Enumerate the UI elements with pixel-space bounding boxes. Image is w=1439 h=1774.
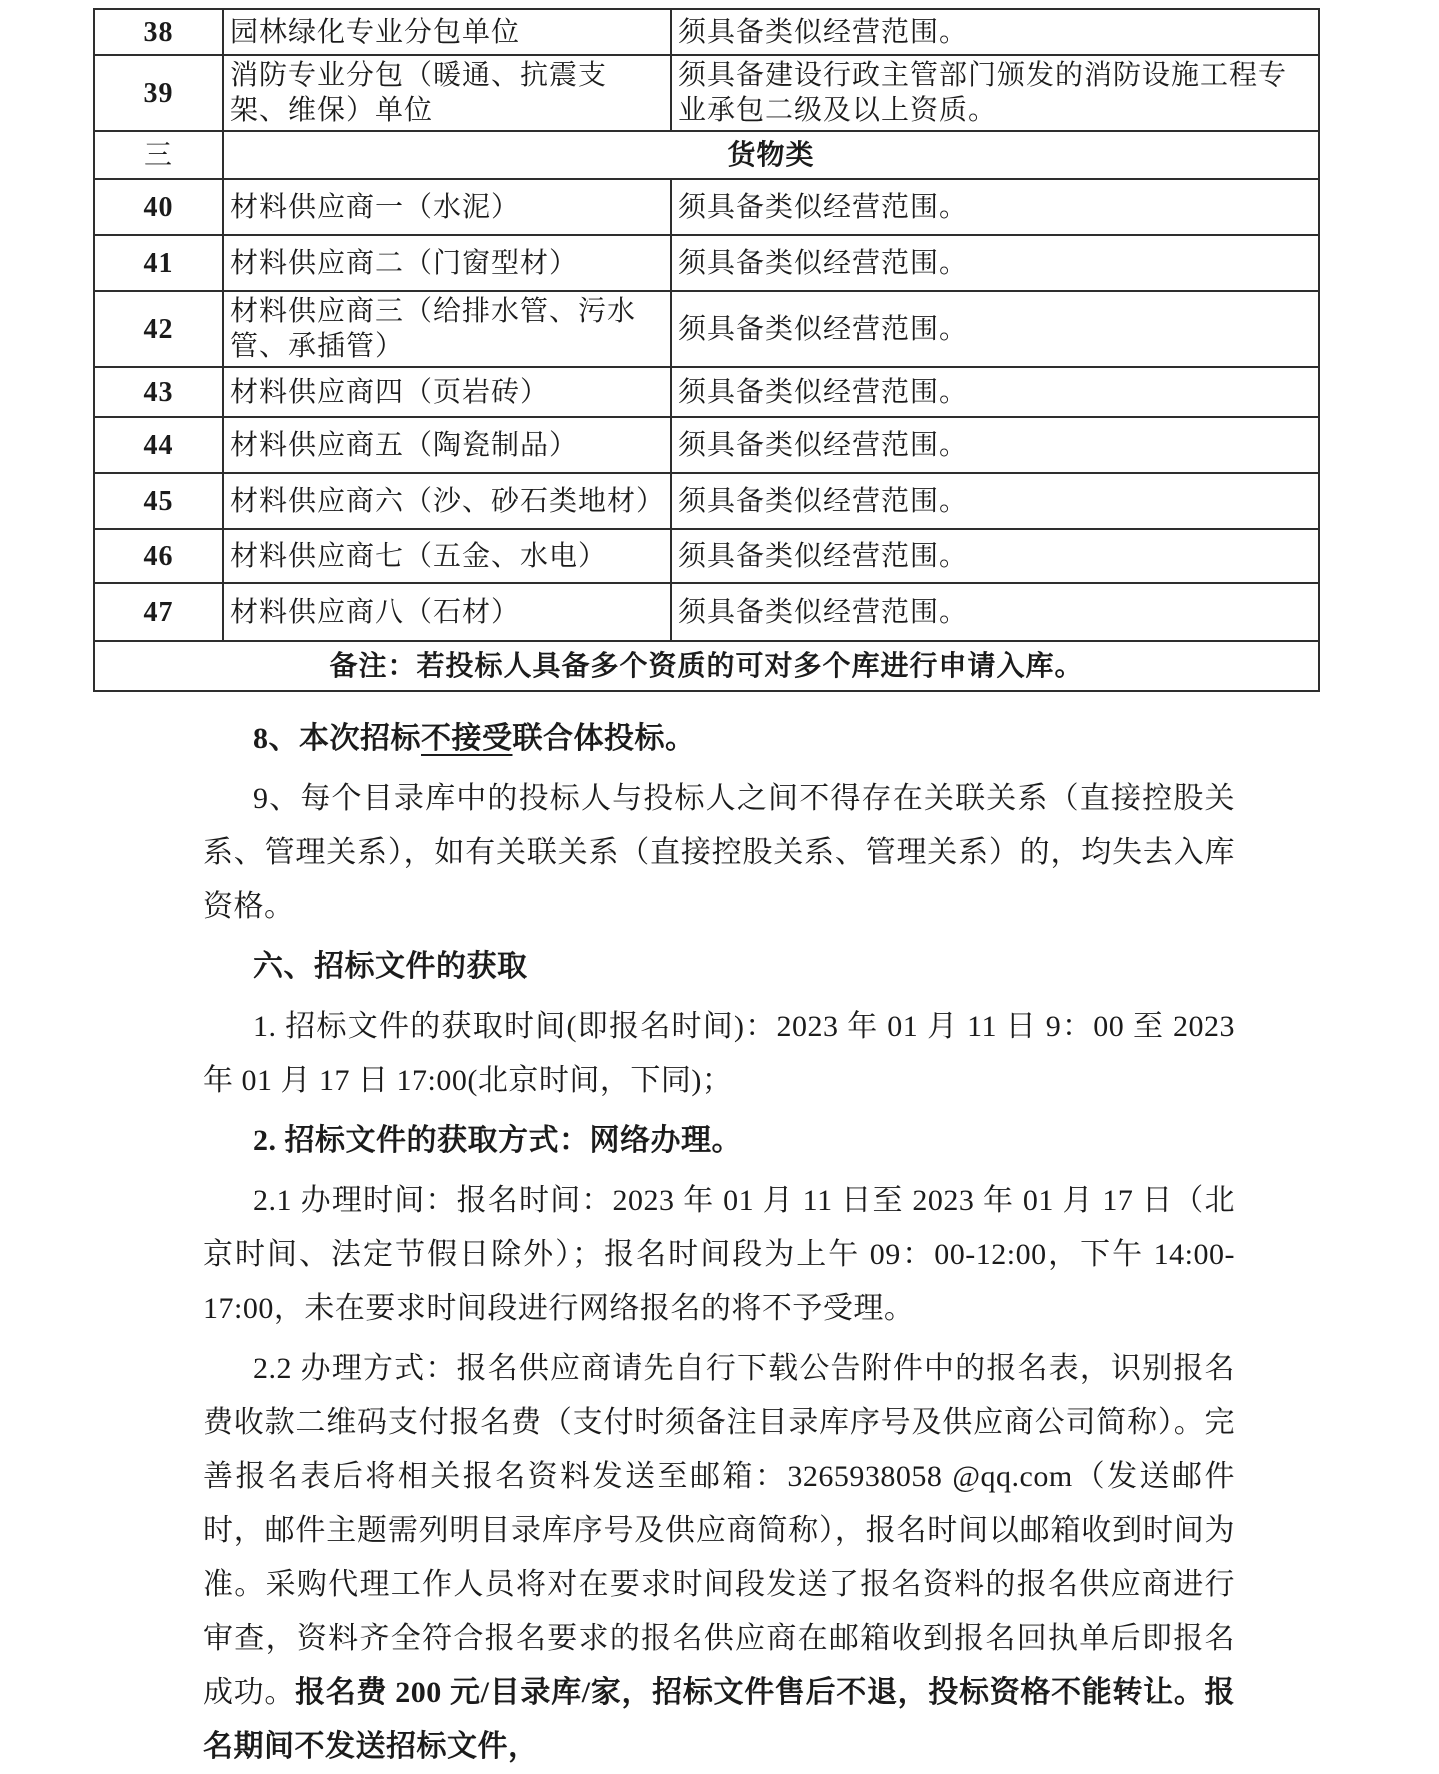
table-row-39 xyxy=(94,55,1319,131)
table-row-38 xyxy=(94,9,1319,55)
table-row-45 xyxy=(94,473,1319,529)
category-row-goods xyxy=(94,131,1319,179)
row-no: 47 xyxy=(94,583,223,641)
table-row-41 xyxy=(94,235,1319,291)
table-row-46 xyxy=(94,529,1319,583)
row-no: 40 xyxy=(94,179,223,235)
qualification-requirement: 须具备类似经营范围。 xyxy=(671,9,1319,55)
table-note-row xyxy=(94,641,1319,691)
supplier-name: 材料供应商四（页岩砖） xyxy=(223,367,671,417)
table-row-43 xyxy=(94,367,1319,417)
qualification-requirement: 须具备类似经营范围。 xyxy=(671,417,1319,473)
item-1: 1. 招标文件的获取时间(即报名时间)：2023 年 01 月 11 日 9：00 至 2023 年 01 月 17 日 17:00(北京时间，下同)； xyxy=(203,1010,1235,1097)
row-no: 44 xyxy=(94,417,223,473)
body-text xyxy=(203,712,1235,1774)
qualification-requirement: 须具备类似经营范围。 xyxy=(671,367,1319,417)
row-no: 38 xyxy=(94,9,223,55)
supplier-name: 材料供应商八（石材） xyxy=(223,583,671,641)
item-2-2: 2.2 办理方式：报名供应商请先自行下载公告附件中的报名表，识别报名费收款二维码支付报名费（支付时须备注目录库序号及供应商公司简称）。完善报名表后将相关报名资料发送至邮箱：3265938058 @qq.com（发送邮件时，邮件主题需列明目录库序号及供应商简称），报名时间以邮箱收到时间为准。采购代理工作人员将对在要求时间段发送了报名资料的报名供应商进行审查，资料齐全符合报名要求的报名供应商在邮箱收到报名回执单后即报名成功。报名费 200 元/目录库/家，招标文件售后不退，投标资格不能转让。报名期间不发送招标文件， xyxy=(203,1352,1236,1763)
table-row-47 xyxy=(94,583,1319,641)
row-no: 42 xyxy=(94,291,223,367)
category-row-label: 货物类 xyxy=(223,131,1319,179)
supplier-name: 消防专业分包（暖通、抗震支架、维保）单位 xyxy=(223,55,671,131)
qualification-requirement: 须具备建设行政主管部门颁发的消防设施工程专业承包二级及以上资质。 xyxy=(671,55,1319,131)
table-row-42 xyxy=(94,291,1319,367)
clause-9: 9、每个目录库中的投标人与投标人之间不得存在关联关系（直接控股关系、管理关系），如有关联关系（直接控股关系、管理关系）的，均失去入库资格。 xyxy=(203,782,1235,923)
section-6-title: 六、招标文件的获取 xyxy=(253,950,528,983)
qualification-requirement: 须具备类似经营范围。 xyxy=(671,235,1319,291)
qualification-requirement: 须具备类似经营范围。 xyxy=(671,473,1319,529)
table-row-40 xyxy=(94,179,1319,235)
supplier-name: 材料供应商六（沙、砂石类地材） xyxy=(223,473,671,529)
item-2: 2. 招标文件的获取方式：网络办理。 xyxy=(253,1124,742,1157)
table-row-44 xyxy=(94,417,1319,473)
supplier-name: 材料供应商一（水泥） xyxy=(223,179,671,235)
qualification-requirement: 须具备类似经营范围。 xyxy=(671,583,1319,641)
qualification-requirement: 须具备类似经营范围。 xyxy=(671,179,1319,235)
clause-8: 8、本次招标不接受联合体投标。 xyxy=(253,722,696,755)
supplier-name: 园林绿化专业分包单位 xyxy=(223,9,671,55)
supplier-name: 材料供应商七（五金、水电） xyxy=(223,529,671,583)
row-no: 41 xyxy=(94,235,223,291)
row-no: 39 xyxy=(94,55,223,131)
qualification-requirement: 须具备类似经营范围。 xyxy=(671,529,1319,583)
row-no: 43 xyxy=(94,367,223,417)
qualification-requirement: 须具备类似经营范围。 xyxy=(671,291,1319,367)
category-row-no: 三 xyxy=(94,131,223,179)
row-no: 45 xyxy=(94,473,223,529)
row-no: 46 xyxy=(94,529,223,583)
item-2-1: 2.1 办理时间：报名时间：2023 年 01 月 11 日至 2023 年 01 月 17 日（北京时间、法定节假日除外）；报名时间段为上午 09：00-12:00，下午 14:00-17:00，未在要求时间段进行网络报名的将不予受理。 xyxy=(203,1184,1235,1325)
table-note-text: 备注：若投标人具备多个资质的可对多个库进行申请入库。 xyxy=(94,641,1319,691)
document-page xyxy=(0,8,1439,1763)
supplier-name: 材料供应商三（给排水管、污水管、承插管） xyxy=(223,291,671,367)
supplier-catalog-table xyxy=(93,8,1320,692)
supplier-name: 材料供应商五（陶瓷制品） xyxy=(223,417,671,473)
supplier-name: 材料供应商二（门窗型材） xyxy=(223,235,671,291)
